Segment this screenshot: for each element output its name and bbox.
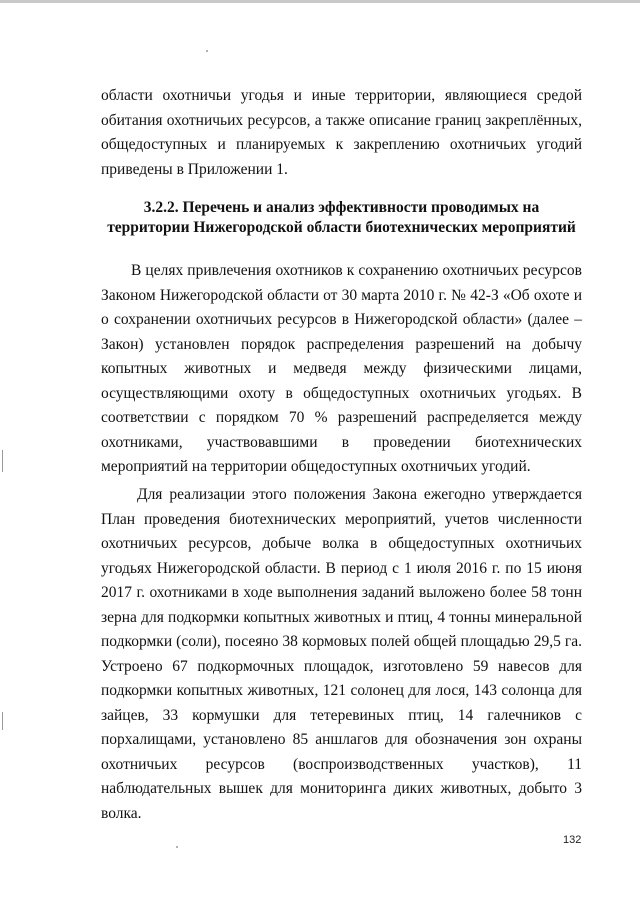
- scan-top-edge: [0, 0, 640, 3]
- section-heading: 3.2.2. Перечень и анализ эффективности проводимых на территории Нижегородской области биотехнических мероприятий: [107, 199, 576, 236]
- scan-speck: [176, 846, 178, 848]
- body-paragraph-1-text: В целях привлечения охотников к сохранению охотничьих ресурсов Законом Нижегородской области от 30 марта 2010 г. № 42-З «Об охоте и о сохранении охотничьих ресурсов в Нижегородской области» (далее – Закон) установлен порядок распределения разрешений на добычу копытных животных и медведя между физическими лицами, осуществляющими охоту в общедоступных охотничьих угодьях. В соответствии с порядком 70 % разрешений распределяется между охотниками, участвовавшими в проведении биотехнических мероприятий на территории общедоступных охотничьих угодий.: [101, 262, 582, 475]
- scan-margin-mark: [2, 712, 3, 730]
- continued-paragraph-text: области охотничьи угодья и иные территории, являющиеся средой обитания охотничьих ресурсов, а также описание границ закреплённых, общедоступных и планируемых к закреплению охотничьих угодий приведены в Приложении 1.: [101, 87, 582, 178]
- body-paragraph-1: [101, 259, 582, 480]
- continued-paragraph: [101, 84, 582, 182]
- scan-speck: [206, 50, 208, 52]
- body-paragraph-2-text: Для реализации этого положения Закона ежегодно утверждается План проведения биотехнических мероприятий, учетов численности охотничьих ресурсов, добыче волка в общедоступных охотничьих угодьях Нижегородской области. В период с 1 июля 2016 г. по 15 июня 2017 г. охотниками в ходе выполнения заданий выложено более 58 тонн зерна для подкормки копытных животных и птиц, 4 тонны минеральной подкормки (соли), посеяно 38 кормовых полей общей площадью 29,5 га. Устроено 67 подкормочных площадок, изготовлено 59 навесов для подкормки копытных животных, 121 солонец для лося, 143 солонца для зайцев, 33 кормушки для тетеревиных птиц, 14 галечников с порхалищами, установлено 85 аншлагов для обозначения зон охраны охотничьих ресурсов (воспроизводственных участков), 11 наблюдательных вышек для мониторинга диких животных, добыто 3 волка.: [101, 486, 582, 822]
- scan-margin-mark: [2, 450, 3, 472]
- body-paragraph-2: [101, 483, 582, 826]
- page-number: 132: [563, 834, 582, 846]
